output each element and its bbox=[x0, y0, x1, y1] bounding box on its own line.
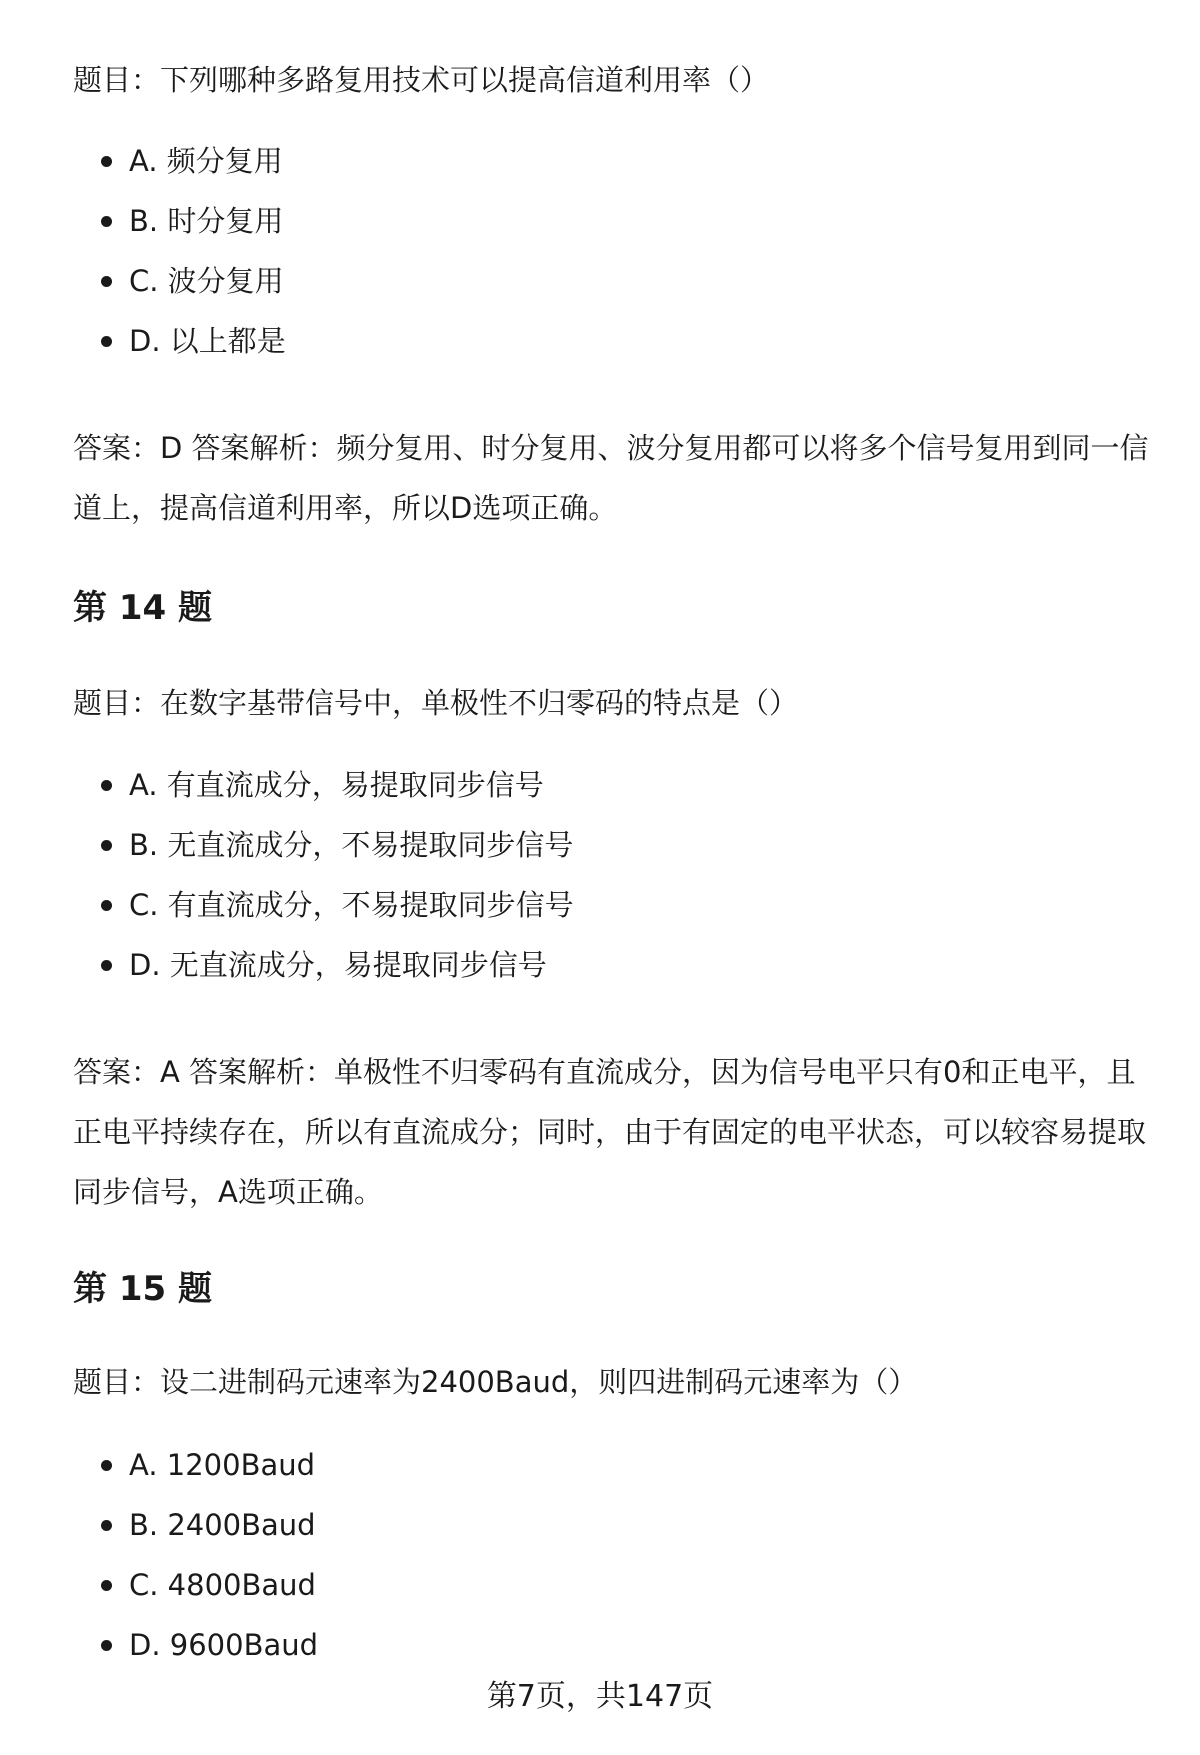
q14-option-a: A. 有直流成分，易提取同步信号 bbox=[73, 755, 1163, 815]
bullet-icon bbox=[101, 336, 112, 347]
q15-option-b: B. 2400Baud bbox=[73, 1495, 1163, 1555]
bullet-icon bbox=[101, 1460, 112, 1471]
q14-heading: 第 14 题 bbox=[73, 588, 212, 628]
q15-option-c: C. 4800Baud bbox=[73, 1555, 1163, 1615]
bullet-icon bbox=[101, 960, 112, 971]
q14-option-b: B. 无直流成分，不易提取同步信号 bbox=[73, 815, 1163, 875]
page-footer: 第7页，共147页 bbox=[486, 1679, 714, 1714]
q13-options bbox=[73, 131, 1163, 371]
q13-answer: 答案：D 答案解析：频分复用、时分复用、波分复用都可以将多个信号复用到同一信道上，提高信道利用率，所以D选项正确。 bbox=[73, 431, 1149, 525]
bullet-icon bbox=[101, 1640, 112, 1651]
bullet-icon bbox=[101, 1520, 112, 1531]
q14-options bbox=[73, 755, 1163, 995]
q14-option-d: D. 无直流成分，易提取同步信号 bbox=[73, 935, 1163, 995]
q14-option-c: C. 有直流成分，不易提取同步信号 bbox=[73, 875, 1163, 935]
bullet-icon bbox=[101, 840, 112, 851]
bullet-icon bbox=[101, 156, 112, 167]
bullet-icon bbox=[101, 780, 112, 791]
bullet-icon bbox=[101, 1580, 112, 1591]
q13-stem: 题目：下列哪种多路复用技术可以提高信道利用率（） bbox=[73, 63, 770, 97]
q13-option-a: A. 频分复用 bbox=[73, 131, 1163, 191]
q15-options bbox=[73, 1435, 1163, 1675]
bullet-icon bbox=[101, 900, 112, 911]
q15-heading: 第 15 题 bbox=[73, 1269, 212, 1309]
q15-option-a: A. 1200Baud bbox=[73, 1435, 1163, 1495]
q13-option-d: D. 以上都是 bbox=[73, 311, 1163, 371]
q15-option-d: D. 9600Baud bbox=[73, 1615, 1163, 1675]
q13-option-c: C. 波分复用 bbox=[73, 251, 1163, 311]
q15-stem: 题目：设二进制码元速率为2400Baud，则四进制码元速率为（） bbox=[73, 1365, 918, 1399]
q13-option-b: B. 时分复用 bbox=[73, 191, 1163, 251]
bullet-icon bbox=[101, 276, 112, 287]
q14-answer: 答案：A 答案解析：单极性不归零码有直流成分，因为信号电平只有0和正电平，且正电平持续存在，所以有直流成分；同时，由于有固定的电平状态，可以较容易提取同步信号，A选项正确。 bbox=[73, 1055, 1147, 1209]
q14-stem: 题目：在数字基带信号中，单极性不归零码的特点是（） bbox=[73, 686, 799, 720]
bullet-icon bbox=[101, 216, 112, 227]
